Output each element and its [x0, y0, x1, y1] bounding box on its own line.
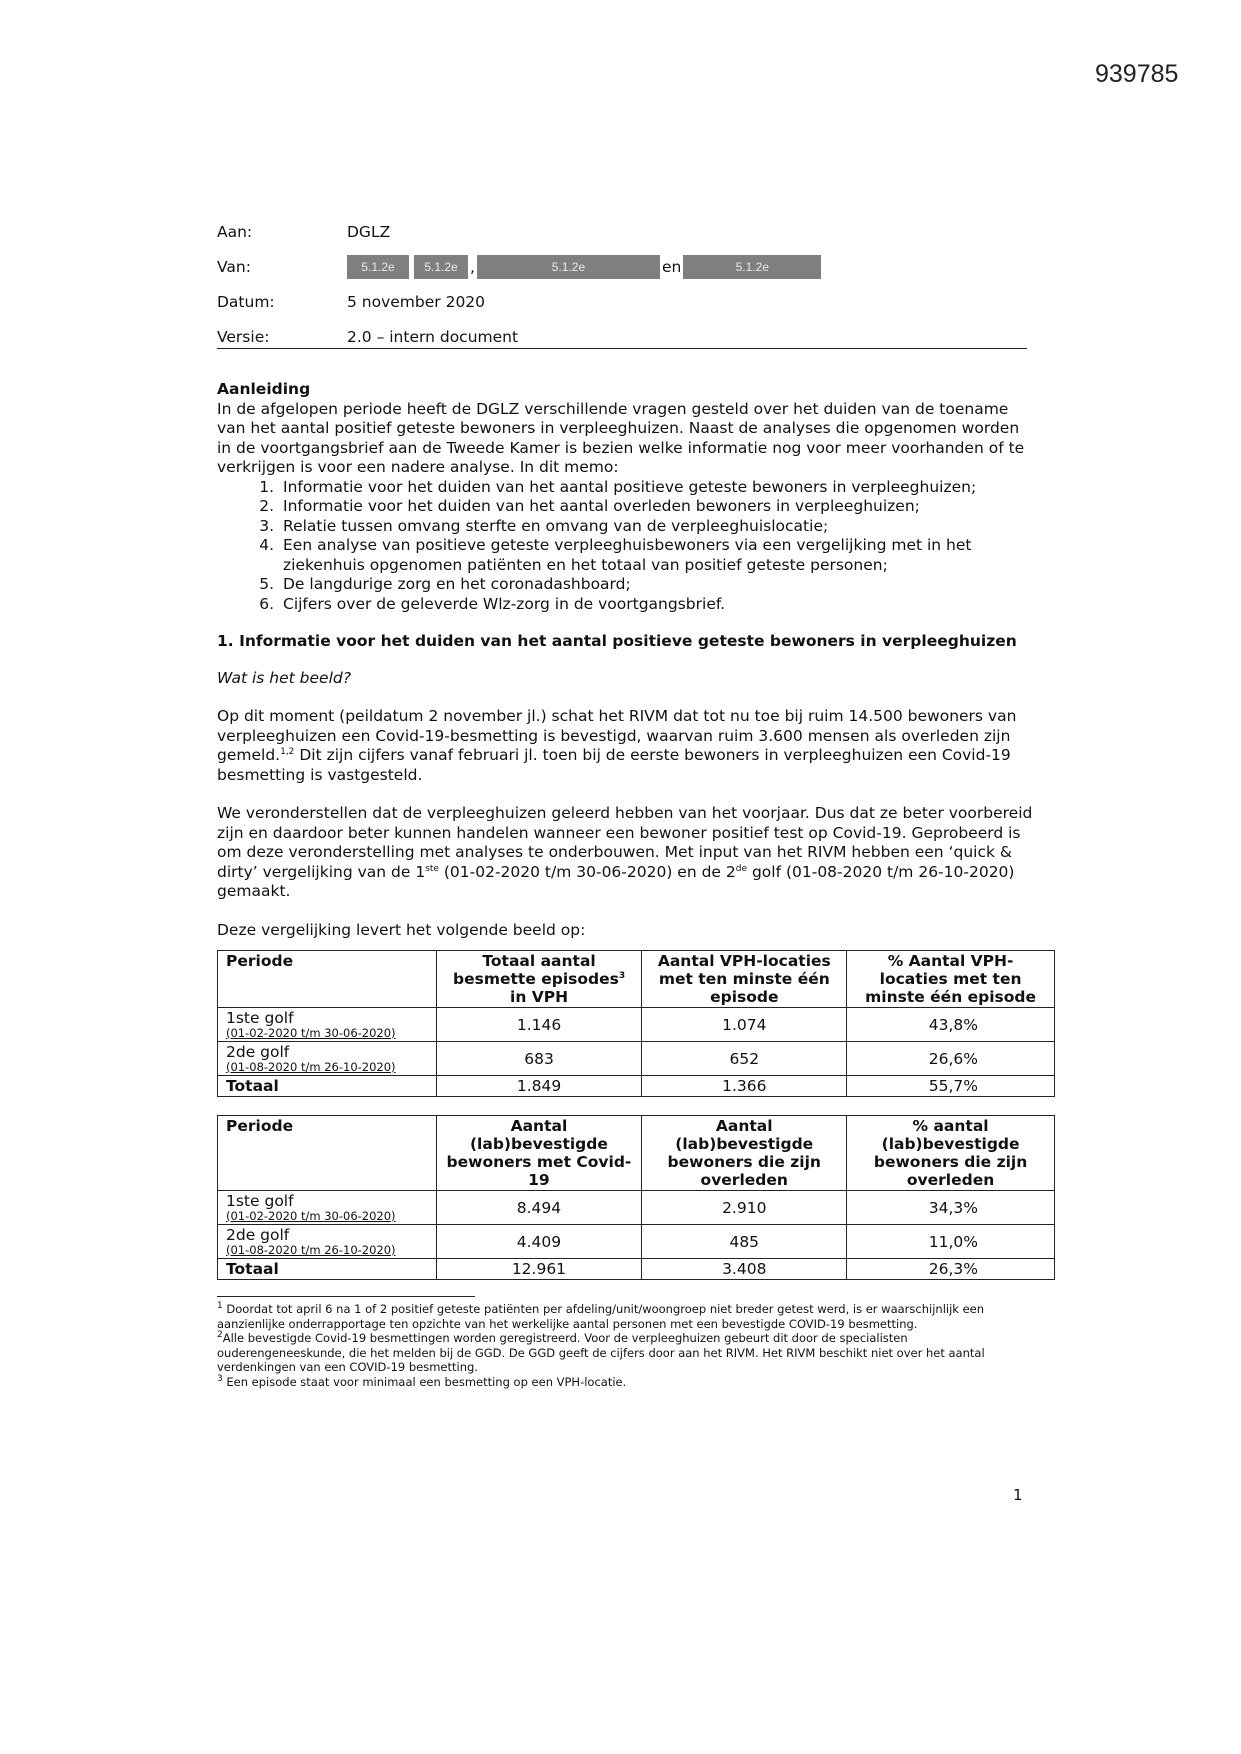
- meta-label-datum: Datum:: [217, 292, 275, 311]
- table-header: % Aantal VPH-locaties met ten minste één episode: [847, 951, 1055, 1008]
- table-cell: 11,0%: [847, 1225, 1055, 1259]
- table-cell: 1.849: [436, 1076, 642, 1097]
- list-item: 6. Cijfers over de geleverde Wlz-zorg in de voortgangsbrief.: [279, 595, 1037, 615]
- total-label: Totaal: [218, 1259, 437, 1280]
- episodes-table: [217, 950, 1055, 1097]
- meta-row-aan: [217, 214, 1027, 249]
- footnote-number: 1: [217, 1301, 223, 1312]
- text-run: We veronderstellen dat de verpleeghuizen geleerd hebben van het voorjaar. Dus dat ze beter voorbereid zijn en daardoor beter kunnen handelen wanneer een bewoner positief test op Covid-19. Geprobeerd is om deze veronderstelling met analyses te onderbouwen. Met input van het RIVM hebben een ‘quick & dirty’ vergelijking van de 1: [217, 804, 1033, 881]
- table-cell: 1.366: [642, 1076, 847, 1097]
- period-range: (01-02-2020 t/m 30-06-2020): [226, 1026, 396, 1040]
- section1-paragraph-2: [217, 804, 1037, 902]
- table-cell: 8.494: [436, 1191, 642, 1225]
- meta-value-datum: 5 november 2020: [347, 292, 486, 311]
- page-number: 1: [1013, 1486, 1023, 1504]
- comma-separator: ,: [470, 257, 475, 276]
- text-run: Dit zijn cijfers vanaf februari jl. toen bij de eerste bewoners in verpleeghuizen een Covid-19 besmetting is vastgesteld.: [217, 746, 1011, 784]
- table-cell: 1.146: [436, 1008, 642, 1042]
- list-item: 3. Relatie tussen omvang sterfte en omvang van de verpleeghuislocatie;: [279, 517, 1037, 537]
- footnote: [217, 1375, 1037, 1390]
- list-item: 2. Informatie voor het duiden van het aantal overleden bewoners in verpleeghuizen;: [279, 497, 1037, 517]
- en-separator: en: [661, 257, 682, 276]
- table-row: [218, 1225, 1055, 1259]
- table-cell: 12.961: [436, 1259, 642, 1280]
- table-cell: 4.409: [436, 1225, 642, 1259]
- footnote-text: Doordat tot april 6 na 1 of 2 positief geteste patiënten per afdeling/unit/woongroep niet breder getest werd, is er waarschijnlijk een aanzienlijke onderrapportage ten opzichte van het werkelijke aantal personen met een bevestigde COVID-19 besmetting.: [217, 1302, 985, 1331]
- table-cell: 683: [436, 1042, 642, 1076]
- period-range: (01-02-2020 t/m 30-06-2020): [226, 1209, 396, 1223]
- table-row: [218, 1042, 1055, 1076]
- period-label: 2de golf: [226, 1043, 290, 1061]
- aanleiding-heading: Aanleiding: [217, 380, 311, 398]
- footnote-text: Alle bevestigde Covid-19 besmettingen worden geregistreerd. Voor de verpleeghuizen gebeurt dit door de specialisten ouderengeneeskunde, die het melden bij de GGD. De GGD geeft de cijfers door aan het RIVM. Het RIVM beschikt niet over het aantal verdenkingen van een COVID-19 besmetting.: [217, 1331, 985, 1374]
- table-header: [436, 951, 642, 1008]
- table-cell: 43,8%: [847, 1008, 1055, 1042]
- text-run: (01-02-2020 t/m 30-06-2020) en de 2: [438, 862, 736, 881]
- table-cell: 26,6%: [847, 1042, 1055, 1076]
- document-number: 939785: [1095, 60, 1179, 88]
- table-cell: 485: [642, 1225, 847, 1259]
- table-total-row: [218, 1259, 1055, 1280]
- meta-value-van: [347, 255, 821, 279]
- meta-label-aan: Aan:: [217, 222, 253, 241]
- text-run: golf (01-08-2020 t/m 26-10-2020) gemaakt.: [217, 862, 1015, 900]
- footnote-number: 3: [217, 1373, 223, 1384]
- list-item: 1. Informatie voor het duiden van het aantal positieve geteste bewoners in verpleeghuizen;: [279, 478, 1037, 498]
- period-cell: [218, 1191, 437, 1225]
- table-cell: 1.074: [642, 1008, 847, 1042]
- table-header: Aantal (lab)bevestigde bewoners met Covid-19: [436, 1116, 642, 1191]
- meta-label-van: Van:: [217, 257, 251, 276]
- period-cell: [218, 1008, 437, 1042]
- header-divider: [217, 348, 1027, 349]
- table-header: Periode: [218, 1116, 437, 1191]
- table-header-row: [218, 951, 1055, 1008]
- table-total-row: [218, 1076, 1055, 1097]
- table-cell: 2.910: [642, 1191, 847, 1225]
- section1-heading: 1. Informatie voor het duiden van het aantal positieve geteste bewoners in verpleeghuizen: [217, 632, 1017, 650]
- table-cell: 26,3%: [847, 1259, 1055, 1280]
- period-cell: [218, 1225, 437, 1259]
- table-header: Periode: [218, 951, 437, 1008]
- period-label: 1ste golf: [226, 1009, 294, 1027]
- table-header: Aantal VPH-locaties met ten minste één episode: [642, 951, 847, 1008]
- meta-row-datum: [217, 284, 1027, 319]
- meta-value-versie: 2.0 – intern document: [347, 327, 519, 346]
- redaction-box: 5.1.2e: [347, 255, 409, 279]
- list-item: 5. De langdurige zorg en het coronadashboard;: [279, 575, 1037, 595]
- table-cell: 3.408: [642, 1259, 847, 1280]
- meta-label-versie: Versie:: [217, 327, 270, 346]
- text-run: Op dit moment (peildatum 2 november jl.) schat het RIVM dat tot nu toe bij ruim 14.500 bewoners van verpleeghuizen een Covid-19-besmetting is bevestigd, waarvan ruim 3.600 mensen als overleden zijn gemeld.: [217, 707, 1017, 764]
- table-header-row: [218, 1116, 1055, 1191]
- table-cell: 652: [642, 1042, 847, 1076]
- meta-value-aan: DGLZ: [347, 222, 391, 241]
- section1-paragraph-1: [217, 707, 1037, 785]
- header-text: in VPH: [510, 988, 569, 1006]
- table-cell: 34,3%: [847, 1191, 1055, 1225]
- footnote-text: Een episode staat voor minimaal een besmetting op een VPH-locatie.: [226, 1374, 627, 1389]
- redaction-box: 5.1.2e: [477, 255, 660, 279]
- memo-header: [217, 214, 1027, 349]
- table-header: Aantal (lab)bevestigde bewoners die zijn overleden: [642, 1116, 847, 1191]
- table-row: [218, 1008, 1055, 1042]
- table-header: % aantal (lab)bevestigde bewoners die zijn overleden: [847, 1116, 1055, 1191]
- total-label: Totaal: [218, 1076, 437, 1097]
- list-item: 4. Een analyse van positieve geteste verpleeghuisbewoners via een vergelijking met in het ziekenhuis opgenomen patiënten en het totaal van positief geteste personen;: [279, 536, 1037, 575]
- footnotes: [217, 1302, 1037, 1389]
- redaction-box: 5.1.2e: [683, 255, 821, 279]
- footnote-number: 2: [217, 1330, 223, 1341]
- period-range: (01-08-2020 t/m 26-10-2020): [226, 1060, 396, 1074]
- table-cell: 55,7%: [847, 1076, 1055, 1097]
- ordinal-suffix: de: [735, 863, 748, 874]
- footnote: [217, 1331, 1037, 1375]
- redaction-box: 5.1.2e: [414, 255, 468, 279]
- residents-table: [217, 1115, 1055, 1280]
- header-text: Totaal aantal besmette episodes: [453, 952, 619, 988]
- meta-row-van: [217, 249, 1027, 284]
- section1-question: Wat is het beeld?: [217, 668, 351, 687]
- period-label: 2de golf: [226, 1226, 290, 1244]
- section1-paragraph-3: Deze vergelijking levert het volgende beeld op:: [217, 920, 586, 939]
- memo-body: [217, 380, 1037, 1389]
- footnote: [217, 1302, 1037, 1331]
- table-row: [218, 1191, 1055, 1225]
- footnote-divider: [217, 1296, 475, 1297]
- period-label: 1ste golf: [226, 1192, 294, 1210]
- footnote-ref: 3: [618, 970, 626, 981]
- aanleiding-text: In de afgelopen periode heeft de DGLZ verschillende vragen gesteld over het duiden van de toename van het aantal positief geteste bewoners in verpleeghuizen. Naast de analyses die opgenomen worden in de voortgangsbrief aan de Tweede Kamer is bezien welke informatie nog voor meer voorhanden of te verkrijgen is voor een nadere analyse. In dit memo:: [217, 399, 1025, 476]
- period-range: (01-08-2020 t/m 26-10-2020): [226, 1243, 396, 1257]
- footnote-ref: 1,2: [280, 746, 295, 757]
- memo-topic-list: [217, 478, 1037, 615]
- period-cell: [218, 1042, 437, 1076]
- ordinal-suffix: ste: [425, 863, 439, 874]
